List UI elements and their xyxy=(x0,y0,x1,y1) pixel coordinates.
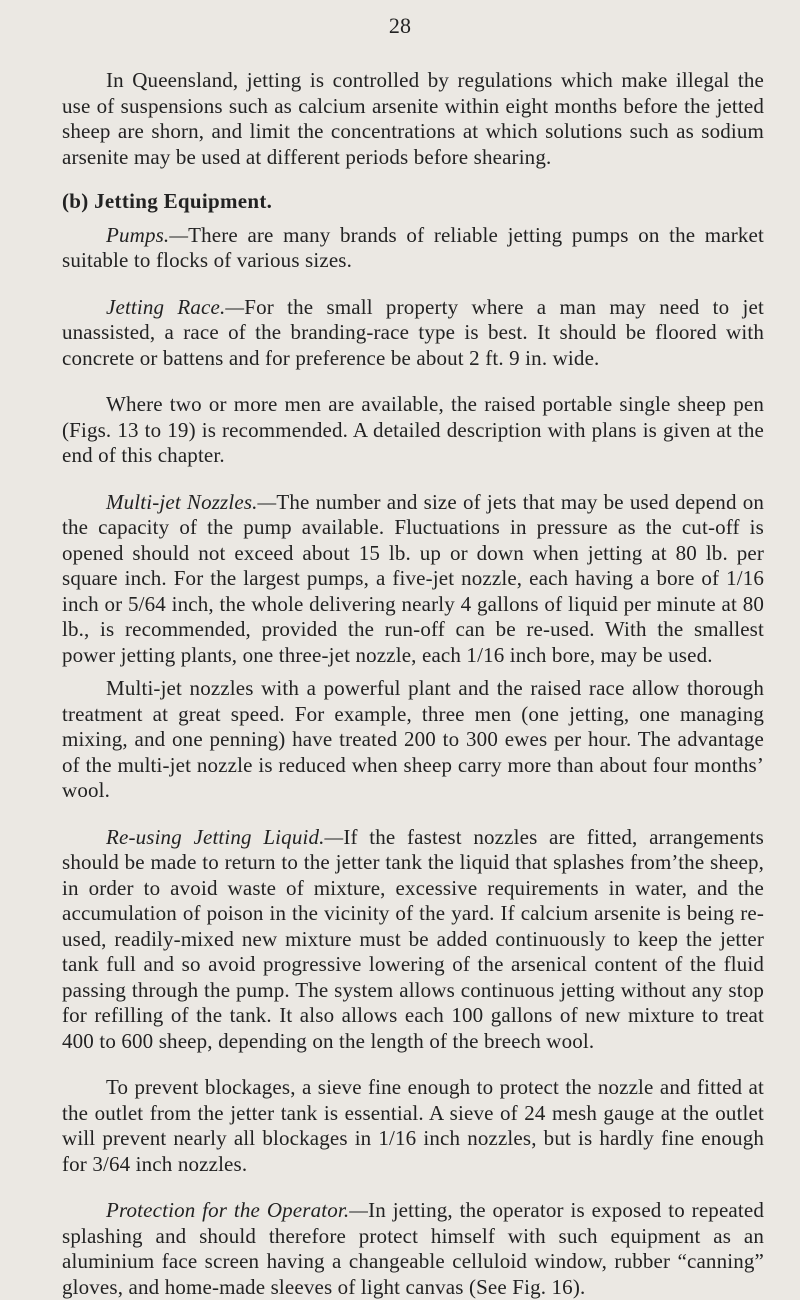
paragraph-text-protection: In jetting, the operator is exposed to repeated splashing and should therefore protect himself with such equipment as an aluminium face screen having a changeable celluloid window, rubber “canning” gloves, and home-made sleeves of light canvas (See Fig. 16). xyxy=(62,1198,764,1299)
section-heading: (b) Jetting Equipment. xyxy=(62,189,273,213)
paragraph-text-sieve: To prevent blockages, a sieve fine enough to protect the nozzle and fitted at the outlet from the jetter tank is essential. A sieve of 24 mesh gauge at the outlet will prevent nearly all blockages in 1/16 inch nozzles, but is hardly fine enough for 3/64 inch nozzles. xyxy=(62,1075,764,1176)
run-in-title-pumps: Pumps.— xyxy=(106,222,189,247)
paragraph-sieve xyxy=(62,1075,764,1177)
intro-paragraph: In Queensland, jetting is controlled by regulations which make illegal the use of suspensions such as calcium arsenite within eight months before the jetted sheep are shorn, and limit the concentrations at which solutions such as sodium arsenite may be used at different periods before shearing. xyxy=(62,68,764,169)
paragraph-text-multi-jet-speed: Multi-jet nozzles with a powerful plant and the raised race allow thorough treatment at great speed. For example, three men (one jetting, one managing mixing, and one penning) have treated 200 to 300 ewes per hour. The advantage of the multi-jet nozzle is reduced when sheep carry more than about four months’ wool. xyxy=(62,676,764,802)
paragraph-multi-jet-nozzles xyxy=(62,490,764,669)
paragraph-re-using-liquid xyxy=(62,825,764,1055)
page-number: 28 xyxy=(388,13,412,38)
paragraph-pumps xyxy=(62,223,764,274)
paragraph-text-jetting-race: For the small property where a man may need to jet unassisted, a race of the branding-race type is best. It should be floored with concrete or battens and for preference be about 2 ft. 9 in. wide. xyxy=(62,294,764,370)
run-in-title-re-using: Re-using Jetting Liquid.— xyxy=(106,824,344,849)
paragraph-text-multi-jet: The number and size of jets that may be used depend on the capacity of the pump available. Fluctuations in pressure as the cut-off is opened should not exceed about 15 lb. up or down when jetting at 80 lb. per square inch. For the largest pumps, a five-jet nozzle, each having a bore of 1/16 inch or 5/64 inch, the whole delivering nearly 4 gallons of liquid per minute at 80 lb., is recommended, provided the run-off can be re-used. With the smallest power jetting plants, one three-jet nozzle, each 1/16 inch bore, may be used. xyxy=(62,489,764,667)
run-in-title-jetting-race: Jetting Race.— xyxy=(106,294,245,319)
paragraph-operator-protection xyxy=(62,1198,764,1300)
paragraph-text-portable-pen: Where two or more men are available, the raised portable single sheep pen (Figs. 13 to 19) is recommended. A detailed description with plans is given at the end of this chapter. xyxy=(62,392,764,467)
paragraph-portable-pen xyxy=(62,392,764,469)
paragraph-multi-jet-speed xyxy=(62,676,764,804)
run-in-title-protection: Protection for the Operator.— xyxy=(106,1198,369,1222)
run-in-title-multi-jet: Multi-jet Nozzles.— xyxy=(106,489,277,514)
paragraph-text-pumps: There are many brands of reliable jetting pumps on the market suitable to flocks of various sizes. xyxy=(62,222,764,272)
paragraph-text-re-using: If the fastest nozzles are fitted, arrangements should be made to return to the jetter tank the liquid that splashes from’the sheep, in order to avoid waste of mixture, excessive requirements in water, and the accumulation of poison in the vicinity of the yard. If calcium arsenite is being re-used, readily-mixed new mixture must be added continuously to keep the jetter tank full and so avoid progressive lowering of the arsenical content of the fluid passing through the pump. The system allows continuous jetting without any stop for refilling of the tank. It also allows each 100 gallons of new mixture to treat 400 to 600 sheep, depending on the length of the breech wool. xyxy=(62,824,764,1053)
paragraph-jetting-race xyxy=(62,295,764,372)
